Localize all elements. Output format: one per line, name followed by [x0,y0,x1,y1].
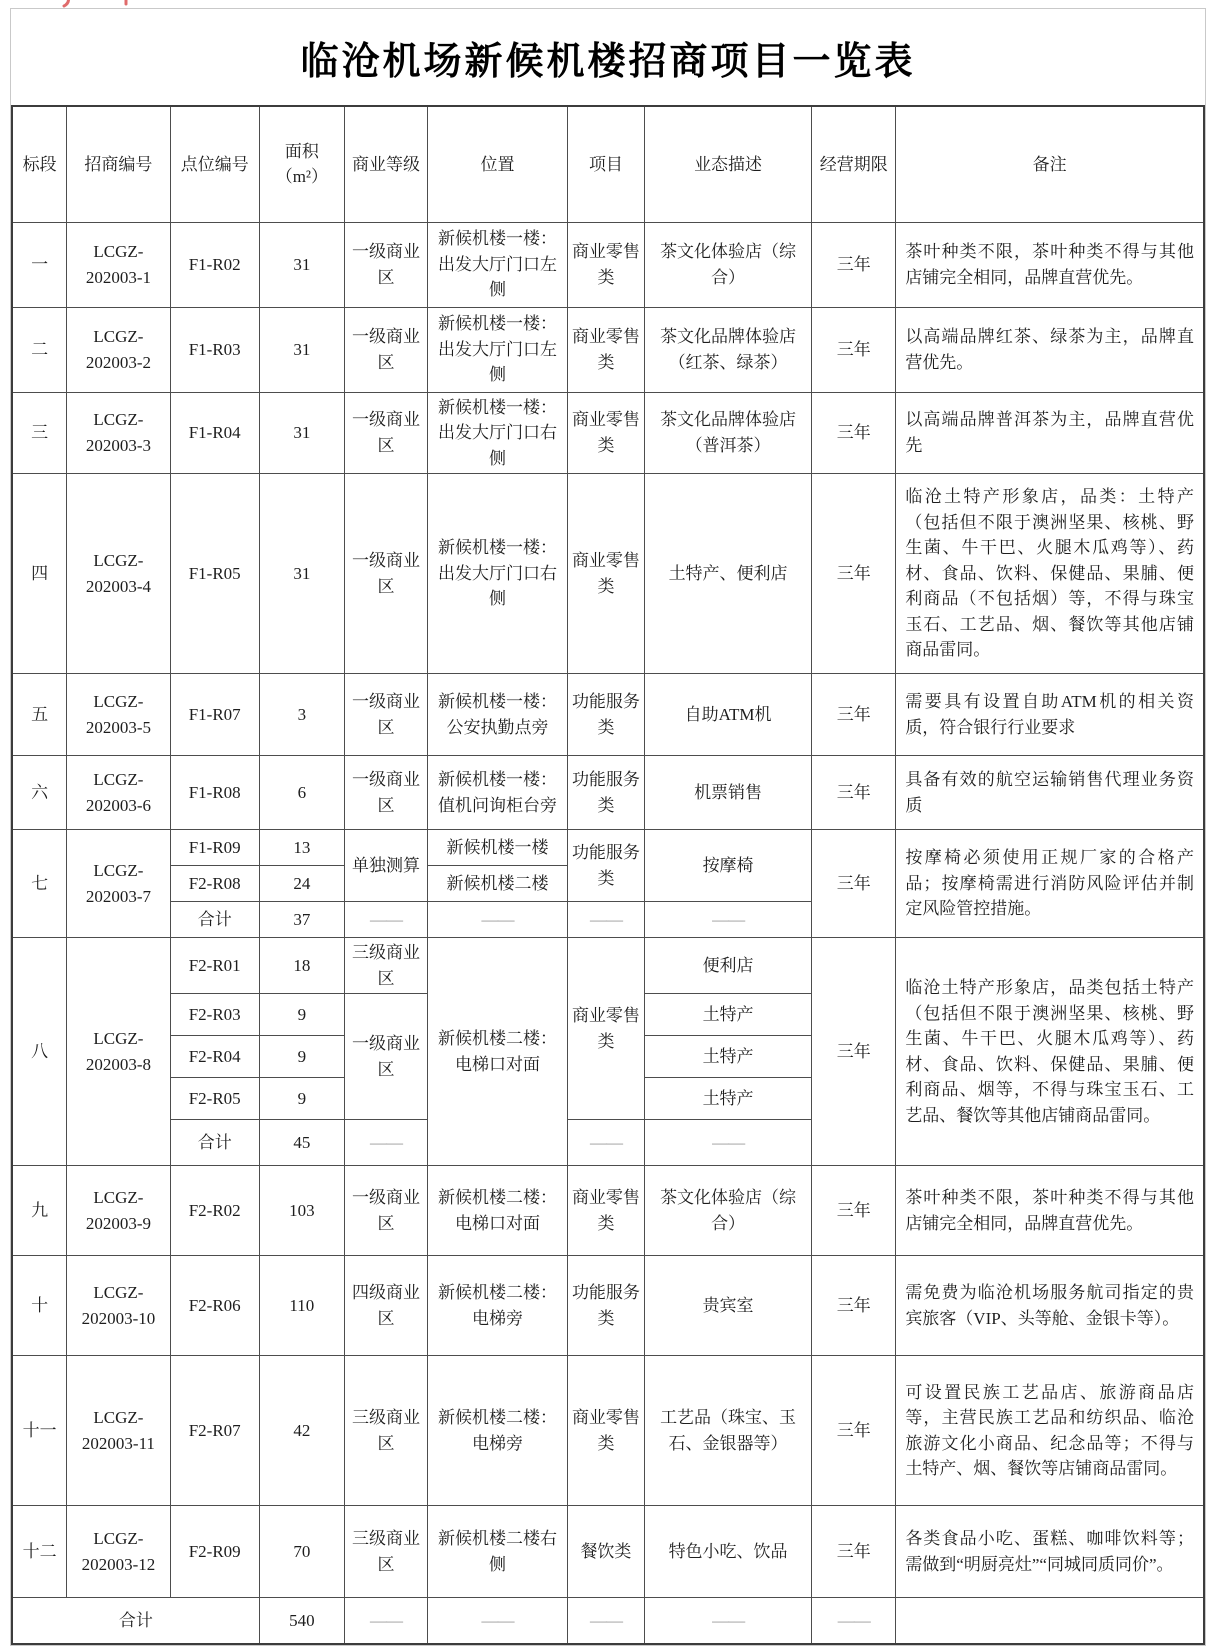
col-header-grade: 商业等级 [344,106,427,222]
cell-r1-point: F1-R02 [170,222,259,307]
cell-r4-location: 新候机楼一楼：出发大厅门口右侧 [428,474,568,674]
table-row [12,474,1204,674]
header-row [12,106,1204,222]
cell-r11-business: 工艺品（珠宝、玉石、金银器等） [644,1356,811,1506]
cell-r6-project: 功能服务类 [567,756,644,830]
cell-r10-grade: 四级商业区 [344,1256,427,1356]
cell-r3-grade: 一级商业区 [344,392,427,474]
cell-r1-section: 一 [12,222,67,307]
cell-r8-location: 新候机楼二楼：电梯口对面 [428,938,568,1166]
cell-r9-section: 九 [12,1166,67,1256]
cell-r8-code: LCGZ-202003-8 [67,938,170,1166]
cell-footer-project-dash: —— [567,1598,644,1644]
cell-r4-section: 四 [12,474,67,674]
cell-r3-project: 商业零售类 [567,392,644,474]
cell-footer-term-dash: —— [812,1598,896,1644]
cell-r1-location: 新候机楼一楼：出发大厅门口左侧 [428,222,568,307]
cell-footer-label: 合计 [12,1598,259,1644]
col-header-area: 面积（m²） [259,106,344,222]
col-header-location: 位置 [428,106,568,222]
col-header-project: 项目 [567,106,644,222]
cell-r11-point: F2-R07 [170,1356,259,1506]
cell-r6-grade: 一级商业区 [344,756,427,830]
cell-r10-area: 110 [259,1256,344,1356]
cell-r10-section: 十 [12,1256,67,1356]
cell-r7-grade-dash: —— [344,902,427,938]
cell-r7-section: 七 [12,830,67,938]
cell-r6-section: 六 [12,756,67,830]
cell-r8-term: 三年 [812,938,896,1166]
cell-r4-area: 31 [259,474,344,674]
cell-r7-note: 按摩椅必须使用正规厂家的合格产品；按摩椅需进行消防风险评估并制定风险管控措施。 [896,830,1204,938]
cell-r12-grade: 三级商业区 [344,1506,427,1598]
cell-r1-note: 茶叶种类不限，茶叶种类不得与其他店铺完全相同，品牌直营优先。 [896,222,1204,307]
table-row [12,1166,1204,1256]
cell-r7-total-label: 合计 [170,902,259,938]
cell-r11-section: 十一 [12,1356,67,1506]
cell-r8-business-3: 土特产 [644,1036,811,1078]
cell-r6-business: 机票销售 [644,756,811,830]
cell-r6-note: 具备有效的航空运输销售代理业务资质 [896,756,1204,830]
cell-r2-grade: 一级商业区 [344,307,427,392]
col-header-code: 招商编号 [67,106,170,222]
cell-r5-point: F1-R07 [170,674,259,756]
cell-r5-code: LCGZ-202003-5 [67,674,170,756]
table-row [12,1356,1204,1506]
red-pen-mark [52,0,172,14]
cell-r10-note: 需免费为临沧机场服务航司指定的贵宾旅客（VIP、头等舱、金银卡等）。 [896,1256,1204,1356]
cell-r12-business: 特色小吃、饮品 [644,1506,811,1598]
cell-r10-point: F2-R06 [170,1256,259,1356]
cell-r8-business-dash: —— [644,1120,811,1166]
cell-r7-location-dash: —— [428,902,568,938]
cell-r8-business-2: 土特产 [644,994,811,1036]
cell-r9-note: 茶叶种类不限，茶叶种类不得与其他店铺完全相同，品牌直营优先。 [896,1166,1204,1256]
cell-r7-area-1: 13 [259,830,344,866]
cell-r12-point: F2-R09 [170,1506,259,1598]
cell-r3-code: LCGZ-202003-3 [67,392,170,474]
cell-r3-note: 以高端品牌普洱茶为主，品牌直营优先 [896,392,1204,474]
col-header-point: 点位编号 [170,106,259,222]
cell-r4-note: 临沧土特产形象店，品类：土特产（包括但不限于澳洲坚果、核桃、野生菌、牛干巴、火腿木瓜鸡等）、药材、食品、饮料、保健品、果脯、便利商品（不包括烟）等，不得与珠宝玉石、工艺品、烟、餐饮等其他店铺商品雷同。 [896,474,1204,674]
table-total-row [12,1598,1204,1644]
cell-r11-project: 商业零售类 [567,1356,644,1506]
cell-r3-location: 新候机楼一楼：出发大厅门口右侧 [428,392,568,474]
cell-r4-business: 土特产、便利店 [644,474,811,674]
col-header-note: 备注 [896,106,1204,222]
cell-r8-business-1: 便利店 [644,938,811,994]
table-row [12,222,1204,307]
cell-r6-area: 6 [259,756,344,830]
cell-r12-project: 餐饮类 [567,1506,644,1598]
cell-r7-location-1: 新候机楼一楼 [428,830,568,866]
cell-r6-point: F1-R08 [170,756,259,830]
cell-r9-term: 三年 [812,1166,896,1256]
cell-r4-term: 三年 [812,474,896,674]
cell-r10-location: 新候机楼二楼：电梯旁 [428,1256,568,1356]
cell-r1-business: 茶文化体验店（综合） [644,222,811,307]
cell-r2-term: 三年 [812,307,896,392]
cell-r1-project: 商业零售类 [567,222,644,307]
cell-r7-project-dash: —— [567,902,644,938]
cell-r9-grade: 一级商业区 [344,1166,427,1256]
cell-footer-note-empty [896,1598,1204,1644]
cell-r10-project: 功能服务类 [567,1256,644,1356]
cell-r5-location: 新候机楼一楼：公安执勤点旁 [428,674,568,756]
cell-r11-location: 新候机楼二楼：电梯旁 [428,1356,568,1506]
cell-r7-total-area: 37 [259,902,344,938]
cell-r7-area-2: 24 [259,866,344,902]
table-row [12,1506,1204,1598]
cell-r10-business: 贵宾室 [644,1256,811,1356]
cell-r8-area-3: 9 [259,1036,344,1078]
table-row [12,674,1204,756]
cell-r8-point-4: F2-R05 [170,1078,259,1120]
document-sheet [10,8,1206,1646]
cell-r9-area: 103 [259,1166,344,1256]
cell-r1-code: LCGZ-202003-1 [67,222,170,307]
cell-r2-point: F1-R03 [170,307,259,392]
cell-r8-point-1: F2-R01 [170,938,259,994]
table-row [12,1256,1204,1356]
cell-r1-grade: 一级商业区 [344,222,427,307]
table-row [12,938,1204,994]
cell-r2-location: 新候机楼一楼：出发大厅门口左侧 [428,307,568,392]
cell-r8-project-dash: —— [567,1120,644,1166]
page-title: 临沧机场新候机楼招商项目一览表 [300,40,916,83]
cell-r7-point-1: F1-R09 [170,830,259,866]
title-block [11,9,1205,105]
cell-r12-section: 十二 [12,1506,67,1598]
cell-r7-business-dash: —— [644,902,811,938]
cell-r3-term: 三年 [812,392,896,474]
cell-r12-code: LCGZ-202003-12 [67,1506,170,1598]
cell-r6-location: 新候机楼一楼：值机问询柜台旁 [428,756,568,830]
cell-r4-grade: 一级商业区 [344,474,427,674]
cell-footer-area: 540 [259,1598,344,1644]
cell-r2-area: 31 [259,307,344,392]
cell-r11-note: 可设置民族工艺品店、旅游商品店等，主营民族工艺品和纺织品、临沧旅游文化小商品、纪念品等；不得与土特产、烟、餐饮等店铺商品雷同。 [896,1356,1204,1506]
cell-r8-business-4: 土特产 [644,1078,811,1120]
table-row [12,307,1204,392]
cell-r11-area: 42 [259,1356,344,1506]
cell-r2-project: 商业零售类 [567,307,644,392]
cell-r11-grade: 三级商业区 [344,1356,427,1506]
cell-r3-point: F1-R04 [170,392,259,474]
cell-r9-business: 茶文化体验店（综合） [644,1166,811,1256]
cell-r8-note: 临沧土特产形象店，品类包括土特产（包括但不限于澳洲坚果、核桃、野生菌、牛干巴、火腿木瓜鸡等）、药材、食品、饮料、保健品、果脯、便利商品、烟等，不得与珠宝玉石、工艺品、餐饮等其他店铺商品雷同。 [896,938,1204,1166]
cell-r8-area-2: 9 [259,994,344,1036]
cell-r5-project: 功能服务类 [567,674,644,756]
cell-r7-project: 功能服务类 [567,830,644,902]
cell-r3-section: 三 [12,392,67,474]
cell-r8-area-1: 18 [259,938,344,994]
cell-footer-location-dash: —— [428,1598,568,1644]
cell-r8-project: 商业零售类 [567,938,644,1120]
col-header-term: 经营期限 [812,106,896,222]
cell-r4-code: LCGZ-202003-4 [67,474,170,674]
projects-table [11,105,1205,1645]
cell-r9-code: LCGZ-202003-9 [67,1166,170,1256]
cell-r12-term: 三年 [812,1506,896,1598]
cell-r9-project: 商业零售类 [567,1166,644,1256]
cell-r1-area: 31 [259,222,344,307]
cell-r5-term: 三年 [812,674,896,756]
cell-r8-point-2: F2-R03 [170,994,259,1036]
cell-r12-location: 新候机楼二楼右侧 [428,1506,568,1598]
table-row [12,830,1204,866]
cell-r5-business: 自助ATM机 [644,674,811,756]
cell-r11-term: 三年 [812,1356,896,1506]
cell-r2-code: LCGZ-202003-2 [67,307,170,392]
cell-r8-point-3: F2-R04 [170,1036,259,1078]
cell-r7-location-2: 新候机楼二楼 [428,866,568,902]
cell-r7-grade: 单独测算 [344,830,427,902]
cell-r8-grade-dash: —— [344,1120,427,1166]
cell-r12-note: 各类食品小吃、蛋糕、咖啡饮料等；需做到“明厨亮灶”“同城同质同价”。 [896,1506,1204,1598]
cell-footer-grade-dash: —— [344,1598,427,1644]
cell-footer-business-dash: —— [644,1598,811,1644]
cell-r5-note: 需要具有设置自助ATM机的相关资质，符合银行行业要求 [896,674,1204,756]
cell-r4-project: 商业零售类 [567,474,644,674]
cell-r8-grade-2: 一级商业区 [344,994,427,1120]
col-header-section: 标段 [12,106,67,222]
table-row [12,756,1204,830]
cell-r6-code: LCGZ-202003-6 [67,756,170,830]
cell-r2-business: 茶文化品牌体验店（红茶、绿茶） [644,307,811,392]
cell-r8-total-label: 合计 [170,1120,259,1166]
cell-r4-point: F1-R05 [170,474,259,674]
cell-r7-term: 三年 [812,830,896,938]
cell-r2-section: 二 [12,307,67,392]
cell-r7-business: 按摩椅 [644,830,811,902]
cell-r8-total-area: 45 [259,1120,344,1166]
cell-r6-term: 三年 [812,756,896,830]
cell-r10-term: 三年 [812,1256,896,1356]
cell-r9-point: F2-R02 [170,1166,259,1256]
cell-r3-business: 茶文化品牌体验店（普洱茶） [644,392,811,474]
cell-r9-location: 新候机楼二楼：电梯口对面 [428,1166,568,1256]
col-header-business: 业态描述 [644,106,811,222]
cell-r7-code: LCGZ-202003-7 [67,830,170,938]
cell-r12-area: 70 [259,1506,344,1598]
table-row [12,392,1204,474]
cell-r5-grade: 一级商业区 [344,674,427,756]
cell-r5-section: 五 [12,674,67,756]
cell-r2-note: 以高端品牌红茶、绿茶为主，品牌直营优先。 [896,307,1204,392]
cell-r7-point-2: F2-R08 [170,866,259,902]
cell-r10-code: LCGZ-202003-10 [67,1256,170,1356]
cell-r1-term: 三年 [812,222,896,307]
cell-r3-area: 31 [259,392,344,474]
cell-r11-code: LCGZ-202003-11 [67,1356,170,1506]
cell-r8-section: 八 [12,938,67,1166]
cell-r8-area-4: 9 [259,1078,344,1120]
cell-r5-area: 3 [259,674,344,756]
cell-r8-grade-1: 三级商业区 [344,938,427,994]
